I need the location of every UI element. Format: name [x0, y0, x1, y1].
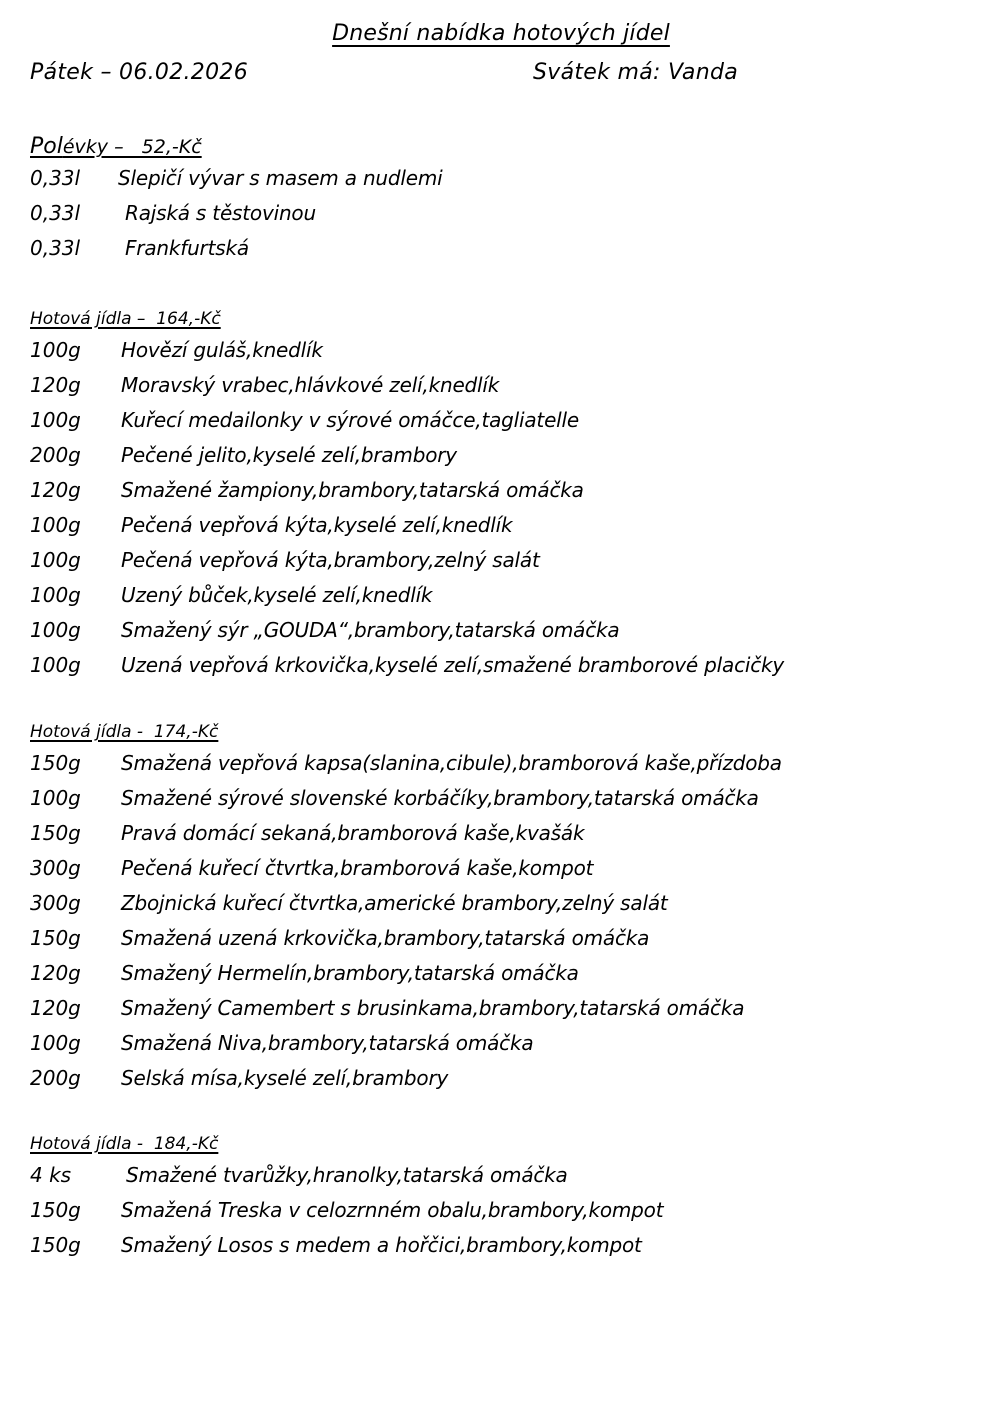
menu-item-qty: 100g [30, 1031, 81, 1055]
section-meals-164 [30, 305, 970, 683]
menu-item [30, 473, 970, 508]
menu-item-qty: 150g [30, 1198, 81, 1222]
menu-item-qty: 100g [30, 786, 81, 810]
menu-title [0, 18, 992, 50]
menu-item-name: Moravský vrabec,hlávkové zelí,knedlík [121, 373, 500, 397]
menu-item [30, 648, 970, 683]
menu-item [30, 956, 970, 991]
menu-item-qty: 100g [30, 338, 81, 362]
section-meals-184 [30, 1130, 970, 1263]
menu-item-name: Pečené jelito,kyselé zelí,brambory [121, 443, 457, 467]
section-soups [30, 133, 970, 266]
menu-item-qty: 120g [30, 961, 81, 985]
menu-item-name: Smažený sýr „GOUDA“,brambory,tatarská omáčka [121, 618, 620, 642]
menu-item [30, 1026, 970, 1061]
menu-item [30, 746, 970, 781]
section-heading-meals-184: Hotová jídla - 184,-Kč [30, 1134, 219, 1154]
menu-item [30, 578, 970, 613]
menu-item-name: Hovězí guláš,knedlík [121, 338, 323, 362]
section-heading-meals-164: Hotová jídla – 164,-Kč [30, 309, 221, 329]
menu-item-qty: 300g [30, 891, 81, 915]
menu-item [30, 1193, 970, 1228]
menu-item [30, 781, 970, 816]
menu-item [30, 368, 970, 403]
menu-item-name: Pravá domácí sekaná,bramborová kaše,kvašák [121, 821, 585, 845]
menu-item-name: Smažené žampiony,brambory,tatarská omáčka [121, 478, 584, 502]
section-meals-174 [30, 718, 970, 1096]
menu-item [30, 816, 970, 851]
menu-item-name: Smažená Treska v celozrnném obalu,brambory,kompot [121, 1198, 664, 1222]
section-heading-meals-174: Hotová jídla - 174,-Kč [30, 722, 219, 742]
menu-item [30, 403, 970, 438]
menu-item-qty: 150g [30, 1233, 81, 1257]
menu-item-name: Pečená vepřová kýta,brambory,zelný salát [121, 548, 540, 572]
menu-item-qty: 120g [30, 373, 81, 397]
menu-item [30, 991, 970, 1026]
menu-item-qty: 300g [30, 856, 81, 880]
menu-item-qty: 0,33l [30, 166, 81, 190]
date-line: Pátek – 06.02.2026 [30, 60, 248, 85]
menu-item [30, 508, 970, 543]
menu-item [30, 196, 970, 231]
menu-item-name: Selská mísa,kyselé zelí,brambory [121, 1066, 449, 1090]
menu-item-name: Smažená Niva,brambory,tatarská omáčka [121, 1031, 534, 1055]
menu-item [30, 851, 970, 886]
menu-item-qty: 4 ks [30, 1163, 72, 1187]
menu-item [30, 921, 970, 956]
menu-item-qty: 100g [30, 408, 81, 432]
menu-item-name: Smažená vepřová kapsa(slanina,cibule),bramborová kaše,přízdoba [121, 751, 782, 775]
menu-item-qty: 100g [30, 548, 81, 572]
menu-item-name: Smažené sýrové slovenské korbáčíky,brambory,tatarská omáčka [121, 786, 759, 810]
menu-item-name: Pečená vepřová kýta,kyselé zelí,knedlík [121, 513, 513, 537]
menu-item-name: Zbojnická kuřecí čtvrtka,americké brambory,zelný salát [121, 891, 668, 915]
menu-item-qty: 100g [30, 618, 81, 642]
menu-item-qty: 120g [30, 478, 81, 502]
menu-item-name: Uzený bůček,kyselé zelí,knedlík [121, 583, 433, 607]
menu-item-name: Smažený Hermelín,brambory,tatarská omáčka [121, 961, 579, 985]
menu-item [30, 438, 970, 473]
menu-item [30, 333, 970, 368]
menu-item-name: Smažený Camembert s brusinkama,brambory,tatarská omáčka [121, 996, 745, 1020]
menu-item-qty: 200g [30, 443, 81, 467]
section-heading-soups [30, 133, 202, 161]
menu-title-text: Dnešní nabídka hotových jídel [332, 21, 670, 46]
menu-item-qty: 200g [30, 1066, 81, 1090]
menu-item [30, 1158, 970, 1193]
menu-item-qty: 0,33l [30, 236, 81, 260]
nameday-line: Svátek má: Vanda [533, 60, 738, 85]
menu-item-qty: 150g [30, 926, 81, 950]
menu-item [30, 231, 970, 266]
menu-item-qty: 100g [30, 513, 81, 537]
menu-item-qty: 120g [30, 996, 81, 1020]
menu-item-name: Smažený Losos s medem a hořčici,brambory,kompot [121, 1233, 642, 1257]
menu-item [30, 161, 970, 196]
menu-item-name: Rajská s těstovinou [125, 201, 316, 225]
menu-item-name: Pečená kuřecí čtvrtka,bramborová kaše,kompot [121, 856, 594, 880]
menu-item-name: Uzená vepřová krkovička,kyselé zelí,smažené bramborové placičky [121, 653, 785, 677]
menu-item [30, 886, 970, 921]
menu-item-qty: 150g [30, 821, 81, 845]
menu-item-name: Smažená uzená krkovička,brambory,tatarská omáčka [121, 926, 650, 950]
menu-item-name: Smažené tvarůžky,hranolky,tatarská omáčka [126, 1163, 568, 1187]
menu-item [30, 1061, 970, 1096]
menu-item-name: Kuřecí medailonky v sýrové omáčce,tagliatelle [121, 408, 579, 432]
menu-item-qty: 150g [30, 751, 81, 775]
section-heading-soups-first: Pol [30, 134, 63, 159]
menu-item-qty: 0,33l [30, 201, 81, 225]
menu-item-qty: 100g [30, 653, 81, 677]
menu-item-qty: 100g [30, 583, 81, 607]
menu-item [30, 1228, 970, 1263]
menu-item-name: Slepičí vývar s masem a nudlemi [118, 166, 443, 190]
menu-item [30, 543, 970, 578]
section-heading-soups-rest: évky – 52,-Kč [62, 136, 202, 158]
menu-item-name: Frankfurtská [125, 236, 249, 260]
menu-item [30, 613, 970, 648]
